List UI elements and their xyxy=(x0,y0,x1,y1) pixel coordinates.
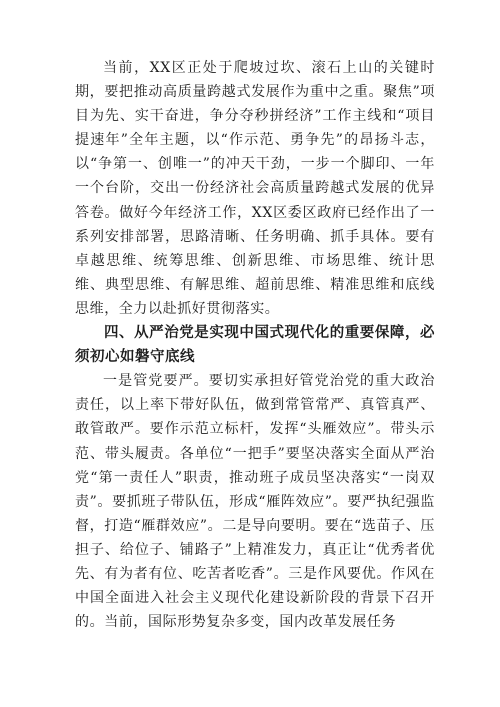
document-body xyxy=(75,56,435,634)
paragraph-economic-work: 当前，XX区正处于爬坡过坎、滚石上山的关键时期，要把推动高质量跨越式发展作为重中之重。聚焦”项目为先、实干奋进，争分夺秒拼经济”工作主线和“项目提速年”全年主题，以“作示范、勇争先”的昂扬斗志，以“争第一、创唯一”的冲天干劲，一步一个脚印、一年一个台阶，交出一份经济社会高质量跨越式发展的优异答卷。做好今年经济工作，XX区委区政府已经作出了一系列安排部署，思路清晰、任务明确、抓手具体。要有卓越思维、统筹思维、创新思维、市场思维、统计思维、典型思维、有解思维、超前思维、精准思维和底线思维，全力以赴抓好贯彻落实。 xyxy=(75,60,435,317)
paragraph-party-governance: 一是管党要严。要切实承担好管党治党的重大政治责任，以上率下带好队伍，做到常管常严、真管真严、敢管敢严。要作示范立标杆，发挥“头雁效应”。带头示范、带头履责。各单位“一把手”要坚决落实全面从严治党“第一责任人”职责，推动班子成员坚决落实“一岗双责”。要抓班子带队伍，形成“雁阵效应”。要严执纪强监督，打造“雁群效应”。二是导向要明。要在“选苗子、压担子、给位子、铺路子”上精准发力，真正让“优秀者优先、有为者有位、吃苦者吃香”。三是作风要优。作风在中国全面进入社会主义现代化建设新阶段的背景下召开的。当前，国际形势复杂多变，国内改革发展任务 xyxy=(75,373,435,631)
section-heading-party-governance: 四、从严治党是实现中国式现代化的重要保障，必须初心如磐守底线 xyxy=(75,325,435,366)
